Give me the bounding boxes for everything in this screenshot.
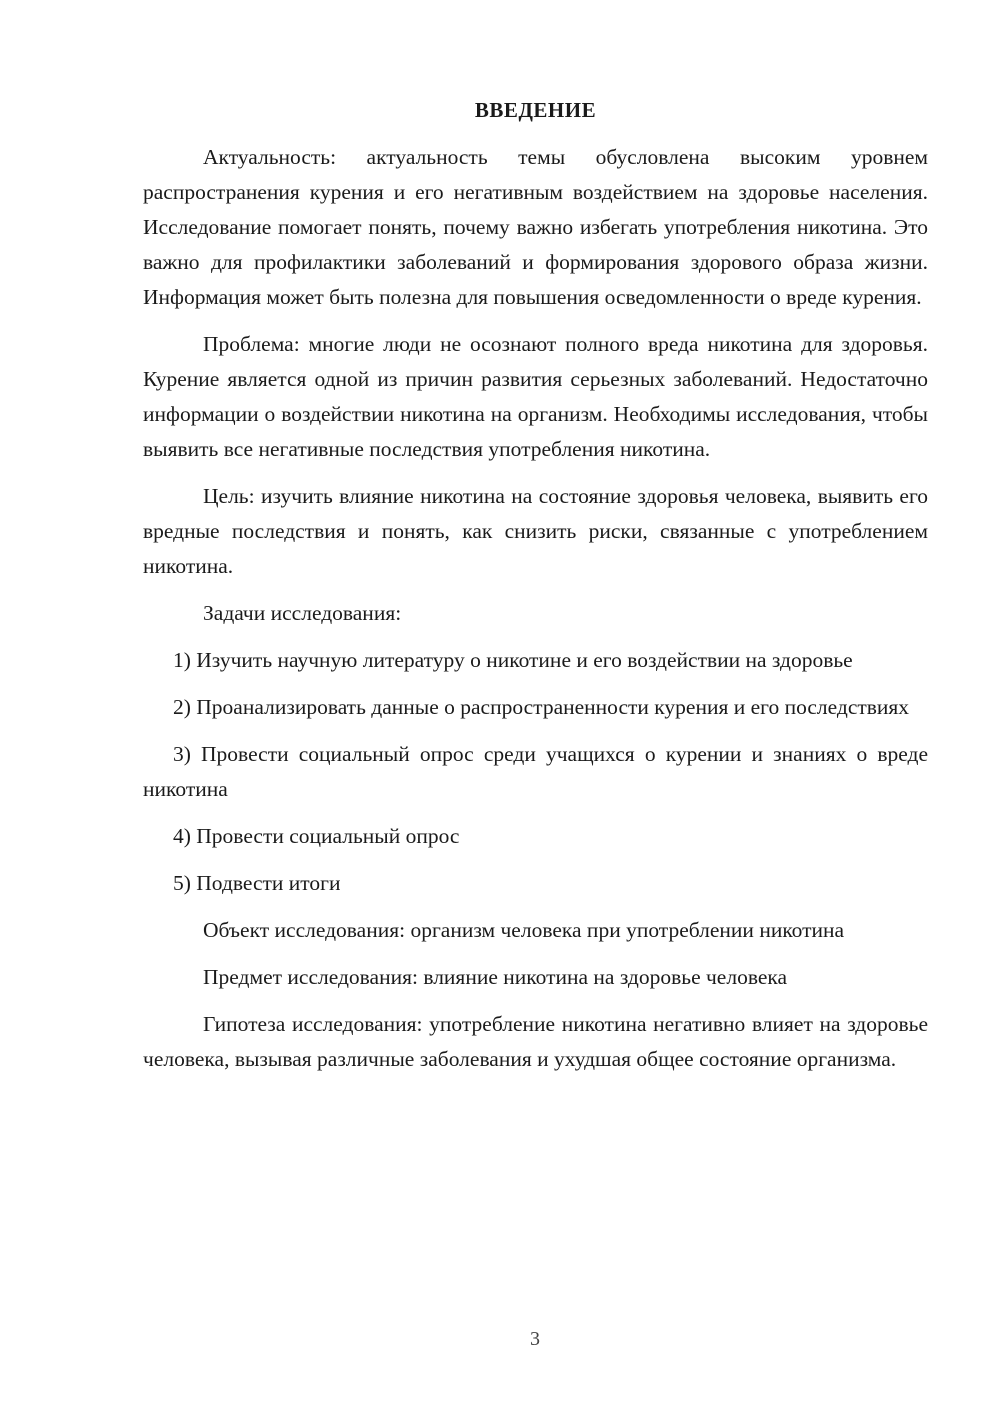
subject-paragraph: Предмет исследования: влияние никотина на здоровье человека <box>203 965 788 989</box>
task-item-1: 1) Изучить научную литературу о никотине и его воздействии на здоровье <box>173 648 853 672</box>
hypothesis-paragraph: Гипотеза исследования: употребление никотина негативно влияет на здоровье человека, вызывая различные заболевания и ухудшая общее состояние организма. <box>143 1012 928 1071</box>
problem-paragraph: Проблема: многие люди не осознают полного вреда никотина для здоровья. Курение является одной из причин развития серьезных заболеваний. Недостаточно информации о воздействии никотина на организм. Необходимы исследования, чтобы выявить все негативные последствия употребления никотина. <box>143 332 928 461</box>
goal-paragraph: Цель: изучить влияние никотина на состояние здоровья человека, выявить его вредные последствия и понять, как снизить риски, связанные с употреблением никотина. <box>143 484 928 578</box>
task-item-5: 5) Подвести итоги <box>173 871 341 895</box>
task-item-3: 3) Провести социальный опрос среди учащихся о курении и знаниях о вреде никотина <box>143 742 928 801</box>
tasks-heading: Задачи исследования: <box>203 601 402 625</box>
page-number: 3 <box>530 1328 540 1350</box>
document-body <box>143 93 928 1089</box>
section-title: ВВЕДЕНИЕ <box>474 98 597 122</box>
task-item-2: 2) Проанализировать данные о распространенности курения и его последствиях <box>173 695 910 719</box>
object-paragraph: Объект исследования: организм человека при употреблении никотина <box>203 918 845 942</box>
relevance-paragraph: Актуальность: актуальность темы обусловлена высоким уровнем распространения курения и его негативным воздействием на здоровье населения. Исследование помогает понять, почему важно избегать употребления никотина. Это важно для профилактики заболеваний и формирования здорового образа жизни. Информация может быть полезна для повышения осведомленности о вреде курения. <box>143 145 928 309</box>
task-item-4: 4) Провести социальный опрос <box>173 824 460 848</box>
